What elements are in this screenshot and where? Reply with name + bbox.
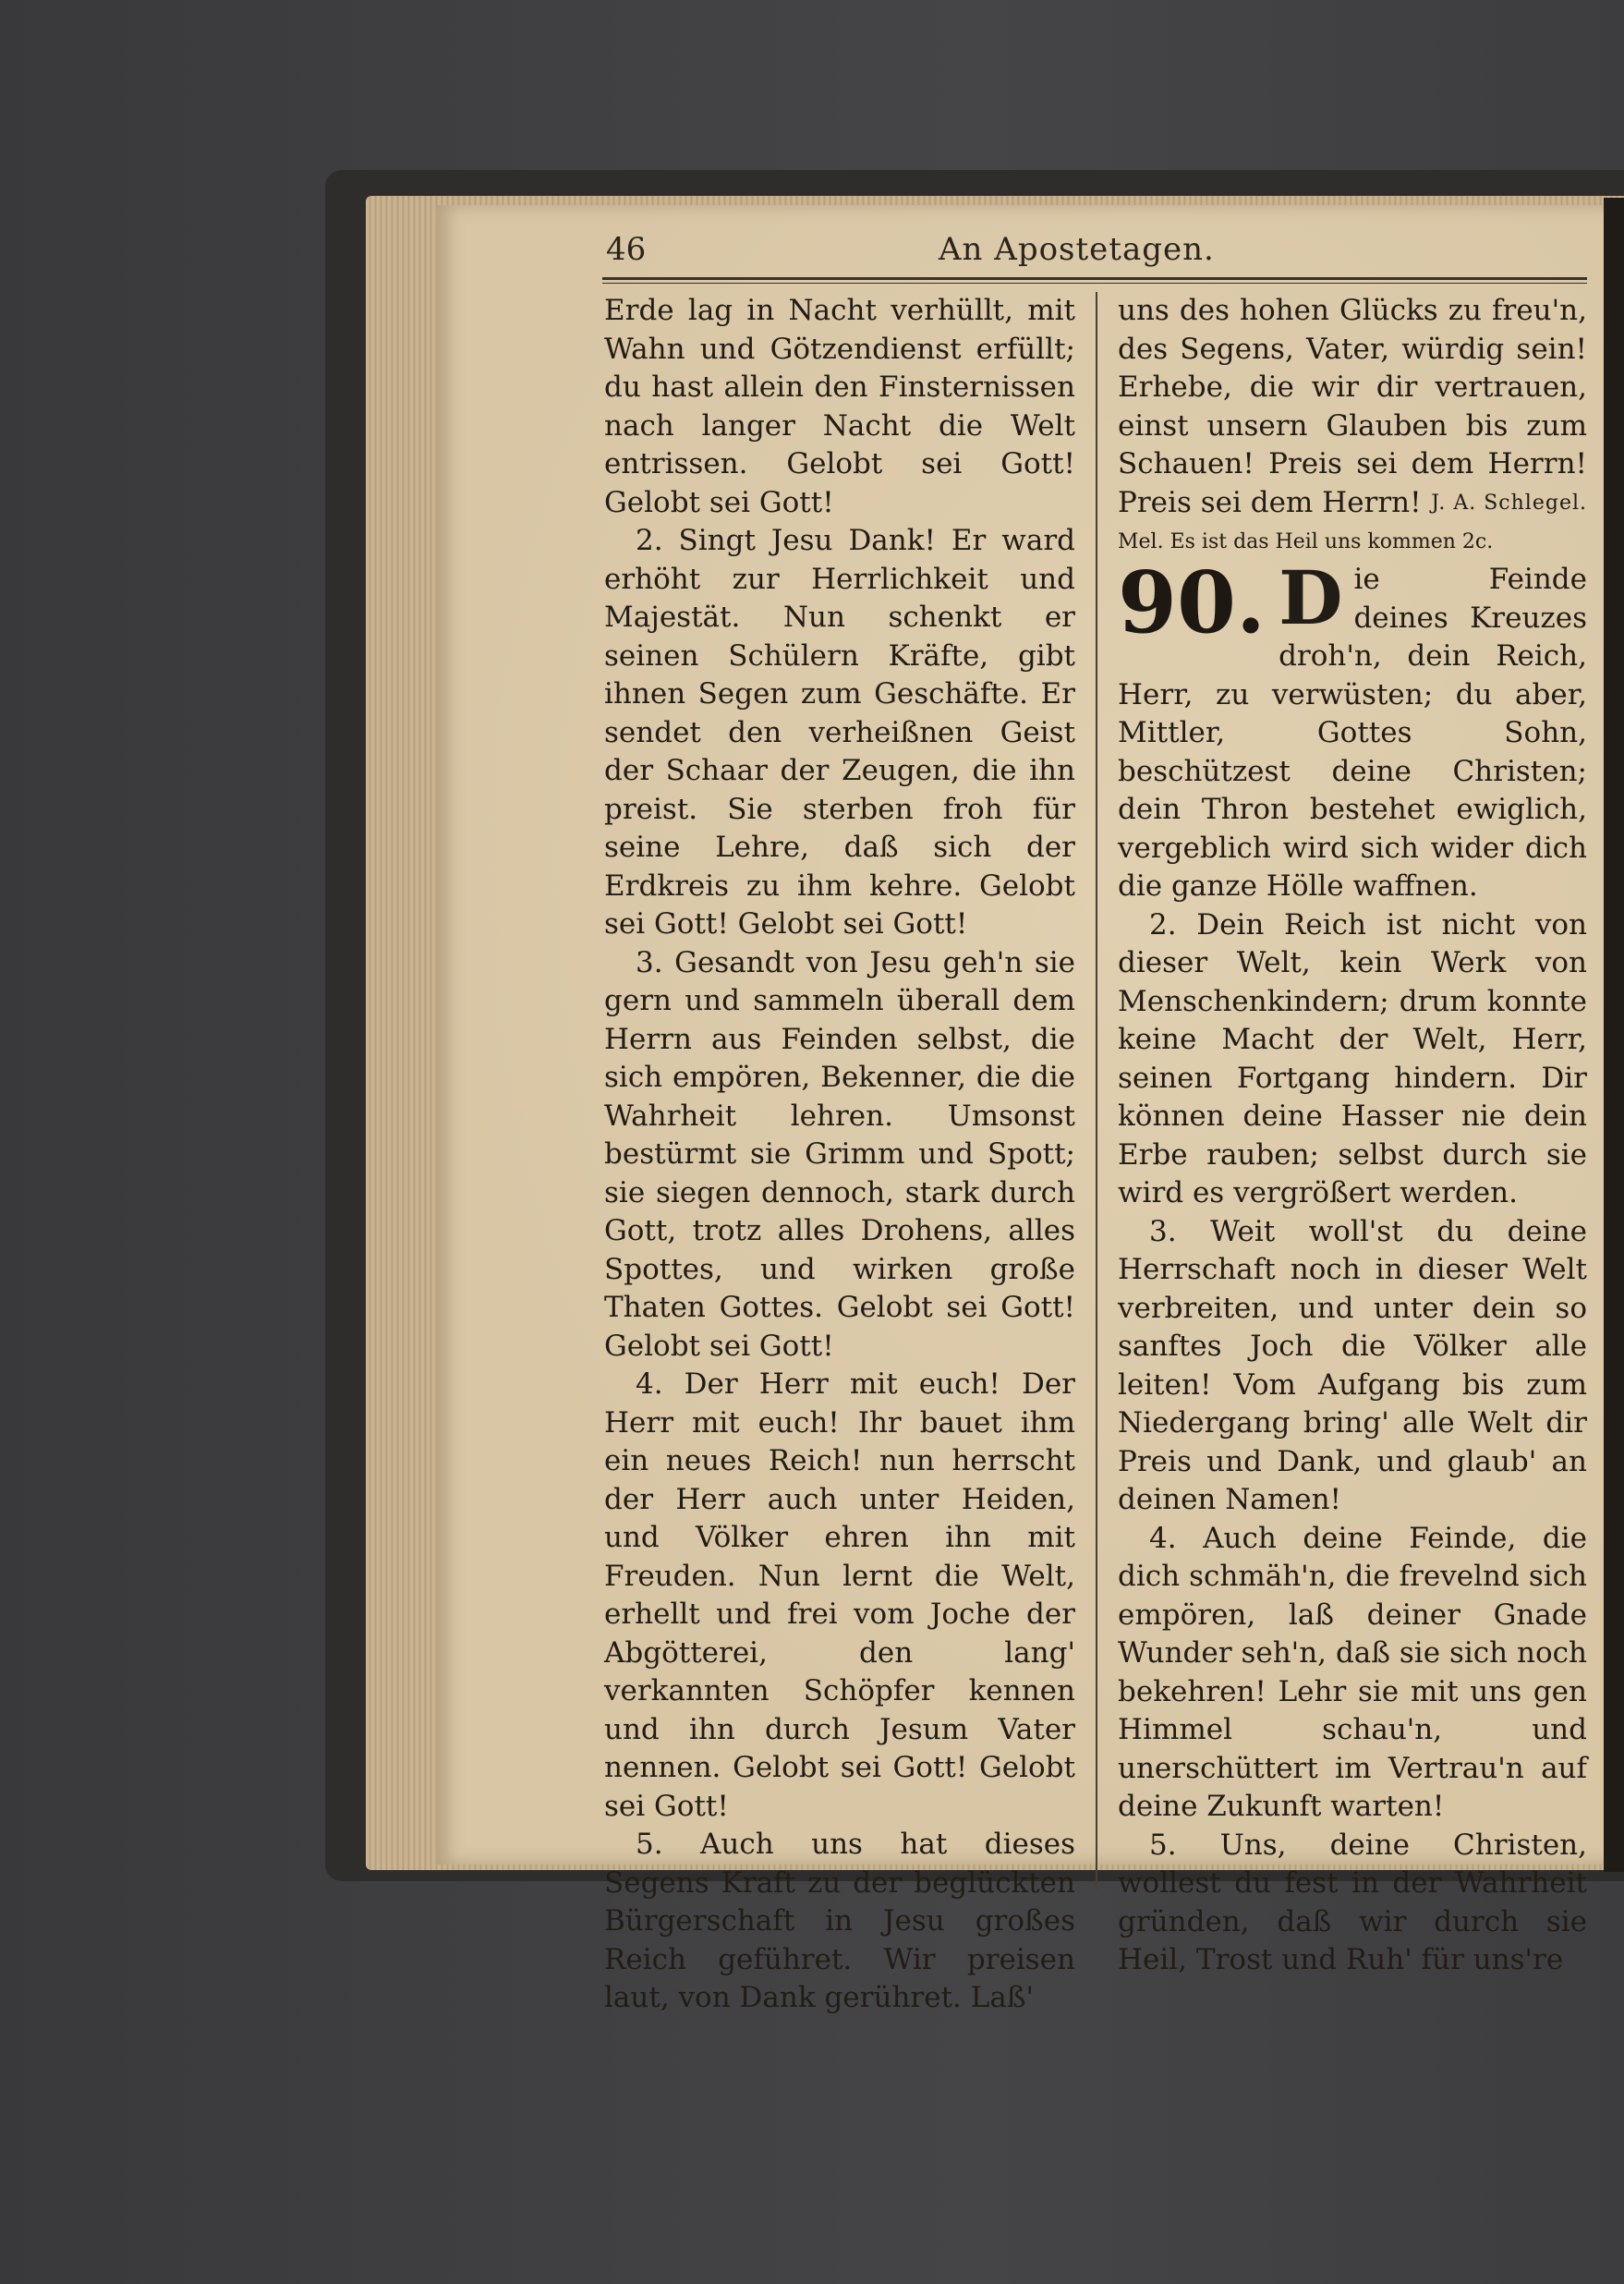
- page-number: 46: [606, 231, 647, 268]
- running-head: [606, 231, 1585, 273]
- next-page-edge: [1604, 198, 1624, 1872]
- right-paragraph-1: uns des hohen Glücks zu freu'n, des Segens, Vater, würdig sein! Erhebe, die wir dir vertrauen, einst unsern Glauben bis zum Schauen! Preis sei dem Herrn! Preis sei dem Herrn!: [1118, 294, 1587, 519]
- hymn-stanza-1: ie Feinde deines Kreuzes droh'n, dein Reich, Herr, zu verwüsten; du aber, Mittler, Gottes Sohn, beschützest deine Christen; dein Thron bestehet ewiglich, vergeblich wird sich wider dich die ganze Hölle waffnen.: [1118, 563, 1587, 903]
- hymn-number: 90.: [1118, 553, 1266, 652]
- left-stanza-5: 5. Auch uns hat dieses Segens Kraft zu der beglückten Bürgerschaft in Jesu großes Reich geführet. Wir preisen laut, von Dank gerühret. Laß': [604, 1828, 1075, 2014]
- left-stanza-4: 4. Der Herr mit euch! Der Herr mit euch! Ihr bauet ihm ein neues Reich! nun herrscht der Herr auch unter Heiden, und Völker ehren ihn mit Freuden. Nun lernt die Welt, erhellt und frei vom Joche der Abgötterei, den lang' verkannten Schöpfer kennen und ihn durch Jesum Vater nennen. Gelobt sei Gott! Gelobt sei Gott!: [604, 1367, 1075, 1823]
- left-paragraph-1: Erde lag in Nacht verhüllt, mit Wahn und Götzendienst erfüllt; du hast allein den Finsternissen nach langer Nacht die Welt entrissen. Gelobt sei Gott! Gelobt sei Gott!: [604, 294, 1075, 519]
- header-rule: [602, 277, 1587, 284]
- right-stanza-5: 5. Uns, deine Christen, wollest du fest in der Wahrheit gründen, daß wir durch sie Heil, Trost und Ruh' für uns're: [1118, 1828, 1587, 1976]
- left-column: [604, 292, 1075, 2014]
- right-stanza-3: 3. Weit woll'st du deine Herrschaft noch in dieser Welt verbreiten, und unter dein so sanftes Joch die Völker alle leiten! Vom Aufgang bis zum Niedergang bring' alle Welt dir Preis und Dank, und glaub' an deinen Namen!: [1118, 1214, 1587, 1516]
- left-stanza-2: 2. Singt Jesu Dank! Er ward erhöht zur Herrlichkeit und Majestät. Nun schenkt er seinen Schülern Kräfte, gibt ihnen Segen zum Geschäfte. Er sendet den verheißnen Geist der Schaar der Zeugen, die ihn preist. Sie sterben froh für seine Lehre, daß sich der Erdkreis zu ihm kehre. Gelobt sei Gott! Gelobt sei Gott!: [604, 524, 1075, 941]
- column-divider: [1096, 292, 1097, 1890]
- hymn-90: [1118, 553, 1587, 906]
- drop-cap: D: [1279, 554, 1343, 641]
- right-stanza-2: 2. Dein Reich ist nicht von dieser Welt, kein Werk von Menschenkindern; drum konnte keine Macht der Welt, Herr, seinen Fortgang hindern. Dir können deine Hasser nie dein Erbe rauben; selbst durch sie wird es vergrößert werden.: [1118, 907, 1587, 1209]
- melody-line: Mel. Es ist das Heil uns kommen 2c.: [1118, 530, 1494, 553]
- right-column: [1118, 292, 1587, 1976]
- hymn-author: J. A. Schlegel.: [1431, 491, 1587, 515]
- left-stanza-3: 3. Gesandt von Jesu geh'n sie gern und sammeln überall dem Herrn aus Feinden selbst, die sich empören, Bekenner, die die Wahrheit lehren. Umsonst bestürmt sie Grimm und Spott; sie siegen dennoch, stark durch Gott, trotz alles Drohens, alles Spottes, und wirken große Thaten Gottes. Gelobt sei Gott! Gelobt sei Gott!: [604, 945, 1075, 1363]
- running-title: An Apostetagen.: [939, 231, 1215, 268]
- right-stanza-4: 4. Auch deine Feinde, die dich schmäh'n, die frevelnd sich empören, laß deiner Gnade Wunder seh'n, daß sie sich noch bekehren! Lehr sie mit uns gen Himmel schau'n, und unerschüttert im Vertrau'n auf deine Zukunft warten!: [1118, 1521, 1587, 1823]
